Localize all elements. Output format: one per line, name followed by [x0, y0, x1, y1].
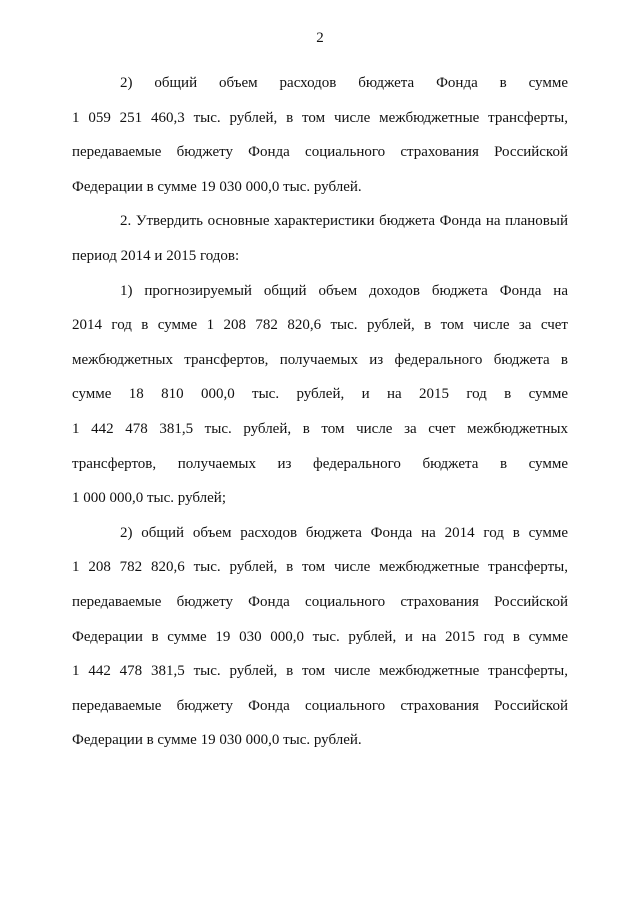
paragraph-line: 2014 год в сумме 1 208 782 820,6 тыс. рублей, в том числе за счет [72, 317, 568, 334]
paragraph-line: межбюджетных трансфертов, получаемых из федерального бюджета в [72, 351, 568, 368]
paragraph-line: Федерации в сумме 19 030 000,0 тыс. рублей. [72, 732, 362, 749]
document-body [72, 66, 568, 758]
paragraph-line: сумме 18 810 000,0 тыс. рублей, и на 2015 год в сумме [72, 386, 568, 403]
paragraph-line: 2) общий объем расходов бюджета Фонда на 2014 год в сумме [120, 524, 568, 541]
paragraph-line: Федерации в сумме 19 030 000,0 тыс. рублей. [72, 178, 362, 195]
paragraph-line: 2) общий объем расходов бюджета Фонда в сумме [120, 75, 568, 91]
paragraph-line: 1 442 478 381,5 тыс. рублей, в том числе межбюджетные трансферты, [72, 663, 568, 680]
paragraph-line: трансфертов, получаемых из федерального бюджета в сумме [72, 455, 568, 472]
paragraph-line: 1 442 478 381,5 тыс. рублей, в том числе за счет межбюджетных [72, 420, 568, 437]
paragraph-line: 1 059 251 460,3 тыс. рублей, в том числе межбюджетные трансферты, [72, 109, 568, 126]
paragraph-line: передаваемые бюджету Фонда социального страхования Российской [72, 697, 568, 714]
paragraph-line: передаваемые бюджету Фонда социального страхования Российской [72, 144, 568, 161]
paragraph-line: период 2014 и 2015 годов: [72, 247, 240, 264]
page-number: 2 [316, 30, 324, 46]
paragraph-line: 2. Утвердить основные характеристики бюджета Фонда на плановый [120, 213, 568, 230]
paragraph-line: 1 208 782 820,6 тыс. рублей, в том числе межбюджетные трансферты, [72, 559, 568, 576]
paragraph-line: Федерации в сумме 19 030 000,0 тыс. рублей, и на 2015 год в сумме [72, 628, 568, 645]
paragraph-line: 1) прогнозируемый общий объем доходов бюджета Фонда на [120, 282, 568, 299]
paragraph-line: передаваемые бюджету Фонда социального страхования Российской [72, 593, 568, 610]
paragraph-line: 1 000 000,0 тыс. рублей; [72, 490, 226, 507]
